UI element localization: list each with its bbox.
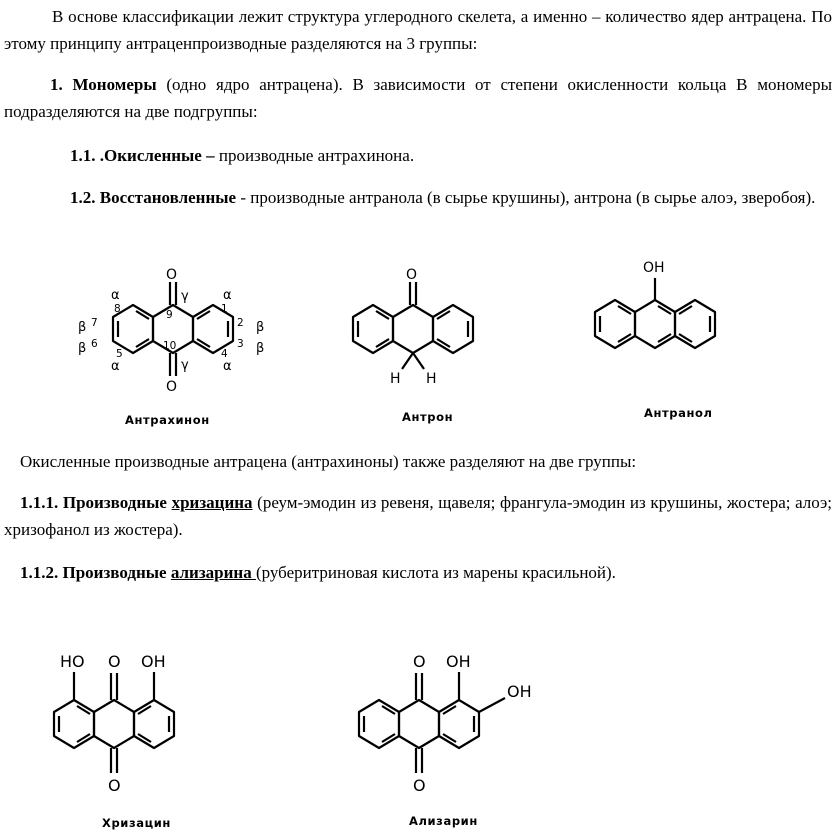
chrysazin-oh: OH	[141, 652, 166, 671]
aq-beta-3: β	[256, 341, 265, 356]
chrysazin-paragraph	[4, 489, 832, 543]
reduced-text: - производные антранола (в сырье крушины), антрона (в сырье алоэ, зверобоя).	[236, 188, 816, 207]
monomers-paragraph	[4, 71, 832, 125]
aq-alpha-4: α	[223, 359, 232, 374]
aq-oxygen-bottom: O	[166, 379, 178, 395]
aq-num-8: 8	[114, 303, 121, 315]
anthrone-h-left: H	[390, 371, 401, 387]
anthranol-oh: OH	[643, 260, 665, 276]
anthraquinone-caption: Антрахинон	[125, 413, 210, 427]
aq-num-7: 7	[91, 317, 98, 329]
aq-num-5: 5	[116, 348, 123, 360]
anthranol-structure	[585, 250, 775, 380]
monomers-term: Мономеры	[72, 75, 157, 94]
oxidized-paragraph	[4, 142, 832, 169]
oxidized-num: 1.1. .	[70, 146, 104, 165]
chrysazin-term2: хризацина	[171, 493, 253, 512]
aq-num-1: 1	[221, 303, 228, 315]
aq-num-6: 6	[91, 338, 98, 350]
chrysazin-oxygen-top: O	[108, 652, 121, 671]
chrysazin-term1: 1.1.1. Производные	[20, 493, 172, 512]
alizarin-paragraph	[4, 559, 832, 586]
chrysazin-text: (реум-эмодин из ревеня, щавеля; франгула-эмодин из крушины, жостера; алоэ; хризофанол из жостера).	[4, 493, 833, 539]
alizarin-caption: Ализарин	[409, 814, 478, 828]
aq-num-10: 10	[163, 340, 177, 352]
aq-alpha-1: α	[223, 288, 232, 303]
alizarin-structure	[345, 640, 595, 810]
chrysazin-ho: HO	[60, 652, 85, 671]
intro-paragraph	[4, 3, 832, 57]
reduced-paragraph	[4, 184, 832, 211]
alizarin-oh-2: OH	[507, 682, 532, 701]
anthranol-caption: Антранол	[644, 406, 713, 420]
alizarin-text: (руберитриновая кислота из марены красильной).	[255, 563, 616, 582]
oxidized-groups-text: Окисленные производные антрацена (антрахиноны) также разделяют на две группы:	[20, 452, 637, 471]
anthraquinone-structure	[70, 255, 290, 415]
aq-num-4: 4	[221, 348, 228, 360]
anthrone-structure	[345, 255, 515, 395]
aq-num-3: 3	[237, 338, 244, 350]
anthrone-caption: Антрон	[402, 410, 454, 424]
aq-num-9: 9	[166, 309, 173, 321]
aq-alpha-5: α	[111, 359, 120, 374]
alizarin-term2: ализарина	[170, 563, 256, 582]
alizarin-term1: 1.1.2. Производные	[20, 563, 171, 582]
aq-alpha-8: α	[111, 288, 120, 303]
aq-oxygen-top: O	[166, 267, 178, 283]
aq-beta-2: β	[256, 320, 265, 335]
anthrone-h-right: H	[426, 371, 437, 387]
aq-beta-6: β	[78, 341, 87, 356]
oxidized-text: производные антрахинона.	[214, 146, 415, 165]
chrysazin-structure	[40, 640, 270, 810]
anthrone-oxygen: O	[406, 267, 418, 283]
aq-gamma-top: γ	[181, 289, 189, 304]
oxidized-term: Окисленные –	[104, 146, 215, 165]
aq-num-2: 2	[237, 317, 244, 329]
reduced-num: 1.2. В	[70, 188, 112, 207]
aq-gamma-bottom: γ	[181, 358, 189, 373]
chrysazin-oxygen-bottom: O	[108, 776, 121, 795]
monomers-num: 1.	[50, 75, 73, 94]
aq-beta-7: β	[78, 320, 87, 335]
alizarin-oh-1: OH	[446, 652, 471, 671]
monomers-text: (одно ядро антрацена). В зависимости от степени окисленности кольца В мономеры подразделяются на две подгруппы:	[4, 75, 832, 121]
oxidized-groups-paragraph	[4, 448, 832, 475]
intro-text: В основе классификации лежит структура углеродного скелета, а именно – количество ядер антрацена. По этому принципу антраценпроизводные разделяются на 3 группы:	[4, 7, 832, 53]
chrysazin-caption: Хризацин	[102, 816, 171, 830]
reduced-term: осстановленные	[111, 188, 237, 207]
alizarin-oxygen-top: O	[413, 652, 426, 671]
alizarin-oxygen-bottom: O	[413, 776, 426, 795]
